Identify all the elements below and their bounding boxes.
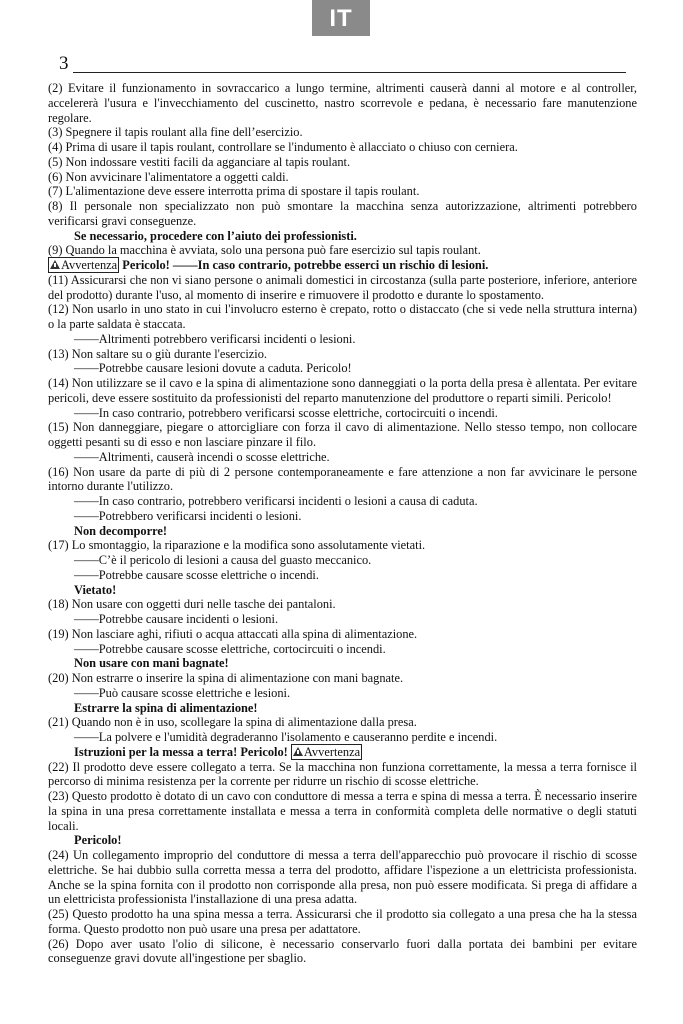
item-15: (15) Non danneggiare, piegare o attorcigliare con forza il cavo di alimentazione. Nello stesso tempo, non collocare oggetti pesanti su di esso e non lasciare pinzare il filo.	[48, 420, 637, 449]
grounding-text: Istruzioni per la messa a terra! Pericolo!	[74, 744, 288, 759]
item-9: (9) Quando la macchina è avviata, solo una persona può fare esercizio sul tapis roulant.	[48, 243, 481, 258]
item-8: (8) Il personale non specializzato non può smontare la macchina senza autorizzazione, altrimenti potrebbero verificarsi gravi conseguenze.	[48, 199, 637, 228]
header-rule	[73, 72, 626, 73]
warning-box	[48, 257, 119, 273]
warning-label-2: Avvertenza	[303, 744, 361, 759]
item-17: (17) Lo smontaggio, la riparazione e la modifica sono assolutamente vietati.	[48, 538, 426, 553]
item-4: (4) Prima di usare il tapis roulant, controllare se l'indumento è allacciato o chiuso con cerniera.	[48, 140, 518, 154]
note-professionals: Se necessario, procedere con l’aiuto dei professionisti.	[74, 228, 357, 243]
item-13: (13) Non saltare su o giù durante l'esercizio.	[48, 346, 267, 361]
item-5: (5) Non indossare vestiti facili da agganciare al tapis roulant.	[48, 154, 351, 169]
heading-forbidden: Vietato!	[74, 582, 117, 597]
item-7: (7) L'alimentazione deve essere interrotta prima di spostare il tapis roulant.	[48, 184, 420, 199]
heading-wet-hands: Non usare con mani bagnate!	[74, 656, 229, 671]
consequence-13: ——Potrebbe causare lesioni dovute a caduta. Pericolo!	[74, 361, 352, 376]
consequence-21: ——La polvere e l'umidità degraderanno l'isolamento e causeranno perdite e incendi.	[74, 730, 498, 744]
heading-danger: Pericolo!	[74, 833, 122, 848]
heading-unplug: Estrarre la spina di alimentazione!	[74, 700, 258, 715]
item-11: (11) Assicurarsi che non vi siano persone o animali domestici in circostanza (sulla parte posteriore, inferiore, anteriore del prodotto) durante l'uso, al momento di inserire e rimuovere il prodotto e durante lo spostamento.	[48, 272, 637, 302]
heading-no-decompose: Non decomporre!	[74, 523, 168, 538]
document-body	[48, 81, 637, 966]
page-number: 3	[59, 53, 69, 74]
consequence-16b: ——Potrebbero verificarsi incidenti o lesioni.	[74, 508, 302, 523]
item-19: (19) Non lasciare aghi, rifiuti o acqua attaccati alla spina di alimentazione.	[48, 626, 418, 641]
consequence-20: ——Può causare scosse elettriche e lesioni.	[74, 685, 291, 700]
consequence-17b: ——Potrebbe causare scosse elettriche o incendi.	[74, 567, 319, 582]
item-26: (26) Dopo aver usato l'olio di silicone, è necessario conservarlo fuori dalla portata dei bambini per evitare conseguenze gravi dovute all'ingestione per sbaglio.	[48, 936, 637, 966]
consequence-16a: ——In caso contrario, potrebbero verificarsi incidenti o lesioni a causa di caduta.	[74, 494, 478, 508]
consequence-17a: ——C’è il pericolo di lesioni a causa del guasto meccanico.	[74, 553, 372, 567]
warning-triangle-icon	[293, 747, 303, 756]
item-12: (12) Non usarlo in uno stato in cui l'involucro esterno è crepato, rotto o distaccato (che si vede nella struttura interna) o la parte saldata è staccata.	[48, 302, 637, 331]
consequence-14: ——In caso contrario, potrebbero verificarsi scosse elettriche, cortocircuiti o incendi.	[74, 405, 498, 420]
item-2: (2) Evitare il funzionamento in sovraccarico a lungo termine, altrimenti causerà danni al motore e al controller, accelererà l'usura e l'invecchiamento del cuscinetto, nastro scorrevole e pedana, è necessario fare manutenzione regolare.	[48, 81, 637, 125]
warning-line-1	[48, 258, 637, 273]
consequence-15: ——Altrimenti, causerà incendi o scosse elettriche.	[74, 449, 330, 464]
item-21: (21) Quando non è in uso, scollegare la spina di alimentazione dalla presa.	[48, 715, 417, 730]
warning-label: Avvertenza	[61, 258, 118, 272]
consequence-18: ——Potrebbe causare incidenti o lesioni.	[74, 612, 279, 626]
warning-triangle-icon	[50, 260, 60, 269]
item-20: (20) Non estrarre o inserire la spina di alimentazione con mani bagnate.	[48, 671, 404, 685]
consequence-12: ——Altrimenti potrebbero verificarsi incidenti o lesioni.	[74, 331, 356, 346]
danger-text: Pericolo! ——In caso contrario, potrebbe esserci un rischio di lesioni.	[122, 258, 489, 272]
item-6: (6) Non avvicinare l'alimentatore a oggetti caldi.	[48, 169, 289, 184]
item-23: (23) Questo prodotto è dotato di un cavo con conduttore di messa a terra e spina di messa a terra. È necessario inserire la spina in una presa correttamente installata e messa a terra in conformità completa delle normative o degli statuti locali.	[48, 789, 637, 833]
warning-box-2	[291, 744, 362, 760]
consequence-19: ——Potrebbe causare scosse elettriche, cortocircuiti o incendi.	[74, 641, 386, 656]
item-22: (22) Il prodotto deve essere collegato a terra. Se la macchina non funziona correttamente, la messa a terra fornisce il percorso di minima resistenza per la corrente per ridurre un rischio di scosse elettriche.	[48, 759, 637, 789]
heading-grounding	[48, 745, 637, 760]
item-3: (3) Spegnere il tapis roulant alla fine dell’esercizio.	[48, 125, 303, 140]
item-25: (25) Questo prodotto ha una spina messa a terra. Assicurarsi che il prodotto sia collegato a una presa che ha la stessa forma. Questo prodotto non può usare una presa per adattatore.	[48, 907, 637, 936]
item-16: (16) Non usare da parte di più di 2 persone contemporaneamente e fare attenzione a non far avvicinare le persone intorno durante l'utilizzo.	[48, 464, 637, 494]
item-24: (24) Un collegamento improprio del conduttore di messa a terra dell'apparecchio può provocare il rischio di scosse elettriche. Se hai dubbio sulla corretta messa a terra del prodotto, affidare l'ispezione a un elettricista professionista. Anche se la spina fornita con il prodotto non corrisponde alla presa, non può essere modificata. Si prega di affidare a un elettricista professionista l'installazione di una presa adatta.	[48, 848, 637, 907]
item-14: (14) Non utilizzare se il cavo e la spina di alimentazione sono danneggiati o la porta della presa è allentata. Per evitare pericoli, deve essere sostituito da professionisti del reparto manutenzione del produttore o reparti simili. Pericolo!	[48, 376, 637, 405]
item-18: (18) Non usare con oggetti duri nelle tasche dei pantaloni.	[48, 597, 336, 612]
language-badge: IT	[312, 0, 370, 36]
